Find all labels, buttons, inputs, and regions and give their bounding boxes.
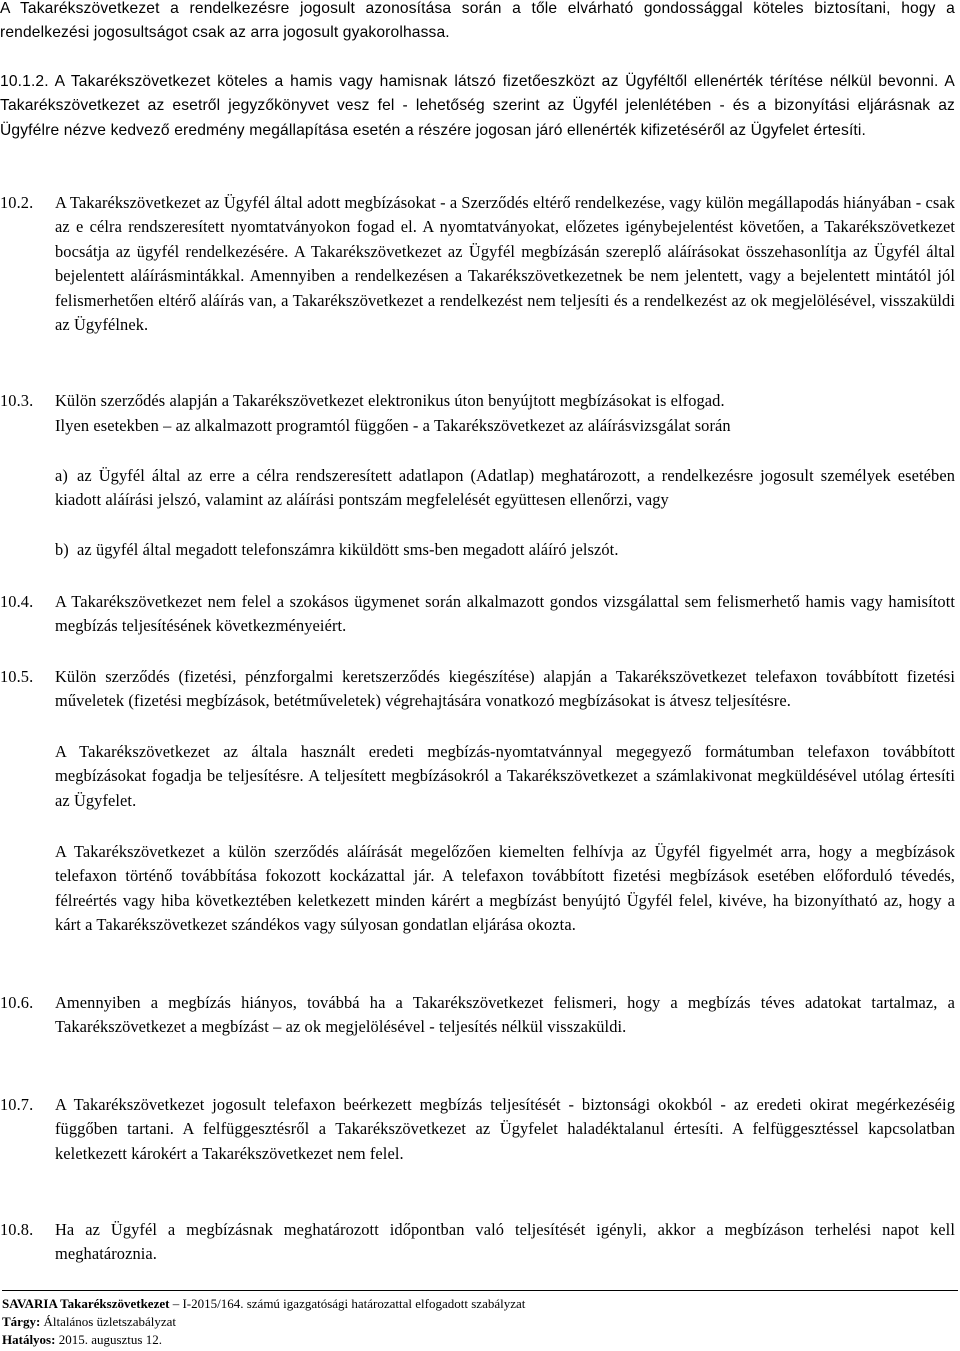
footer-effective-label: Hatályos:	[2, 1332, 56, 1347]
list-item-a-text: az Ügyfél által az erre a célra rendszeresített adatlapon (Adatlap) meghatározott, a rendelkezésre jogosult személyek esetében kiadott aláírási jelszó, valamint az aláírási pontszám megfelelését együttesen ellenőrzi, vagy	[55, 466, 955, 510]
footer-organization	[2, 1295, 958, 1313]
section-number-10-2: 10.2.	[0, 193, 34, 212]
section-number-10-8: 10.8.	[0, 1220, 34, 1239]
section-10-8	[0, 1218, 955, 1267]
section-10-7-text: A Takarékszövetkezet jogosult telefaxon beérkezett megbízás teljesítését - biztonsági okokból - az eredeti okirat megérkezéséig függőben tartani. A felfüggesztésről a Takarékszövetkezet az Ügyfelet haladéktalanul értesíti. A felfüggesztéssel kapcsolatban keletkezett károkért a Takarékszövetkezet nem felel.	[55, 1095, 955, 1163]
section-10-4-text: A Takarékszövetkezet nem felel a szokásos ügymenet során alkalmazott gondos vizsgálattal sem felismerhető hamis vagy hamisított megbízás teljesítésének következményeiért.	[55, 592, 955, 636]
list-item-b	[55, 538, 955, 562]
paragraph-intro-text: A Takarékszövetkezet a rendelkezésre jogosult azonosítása során a tőle elvárható gondossággal köteles biztosítani, hogy a rendelkezési jogosultságot csak az arra jogosult gyakorolhassa.	[0, 0, 955, 42]
section-10-6-text: Amennyiben a megbízás hiányos, továbbá ha a Takarékszövetkezet felismeri, hogy a megbízás téves adatokat tartalmaz, a Takarékszövetkezet a megbízást – az ok megjelölésével - teljesítés nélkül visszaküldi.	[55, 993, 955, 1037]
page-footer	[2, 1290, 958, 1349]
section-10-5-text-c: A Takarékszövetkezet a külön szerződés aláírását megelőzően kiemelten felhívja az Ügyfél figyelmét arra, hogy a megbízások telefaxon történő továbbítása fokozott kockázattal jár. A telefaxon továbbított fizetési megbízások esetében előforduló tévedés, félreértés vagy hiba következtében keletkezett minden kárért a megbízást benyújtó Ügyfél felel, kivéve, ha bizonyítható az, hogy a kárt a Takarékszövetkezet szándékos vagy súlyosan gondatlan eljárása okozta.	[55, 842, 955, 935]
section-10-4	[0, 590, 955, 639]
section-number-10-7: 10.7.	[0, 1095, 34, 1114]
paragraph-10-1-2	[0, 70, 955, 143]
section-10-8-text: Ha az Ügyfél a megbízásnak meghatározott időpontban való teljesítését igényli, akkor a megbízáson terhelési napot kell meghatároznia.	[55, 1220, 955, 1264]
list-item-a	[55, 464, 955, 513]
section-10-3-cont	[55, 414, 955, 438]
section-10-3-text-b: Ilyen esetekben – az alkalmazott programtól függően - a Takarékszövetkezet az aláírásvizsgálat során	[55, 416, 731, 435]
footer-divider	[2, 1290, 958, 1291]
section-10-3-text-a: Külön szerződés alapján a Takarékszövetkezet elektronikus úton benyújtott megbízásokat is elfogad.	[55, 391, 725, 410]
list-item-b-label: b)	[55, 540, 69, 559]
section-10-5-text-b: A Takarékszövetkezet az általa használt eredeti megbízás-nyomtatvánnyal megegyező formátumban telefaxon továbbított megbízásokat fogadja be teljesítésre. A teljesített megbízásokról a Takarékszövetkezet a számlakivonat megküldésével utólag értesíti az Ügyfelet.	[55, 742, 955, 810]
section-10-7	[0, 1093, 955, 1166]
list-item-b-text: az ügyfél által megadott telefonszámra kiküldött sms-ben megadott aláíró jelszót.	[77, 540, 619, 559]
section-10-2-text: A Takarékszövetkezet az Ügyfél által adott megbízásokat - a Szerződés eltérő rendelkezése, vagy külön megállapodás hiányában - csak az e célra rendszeresített nyomtatványokon fogad el. A nyomtatványokat, előzetes igénybejelentést követően, a Takarékszövetkezet bocsátja az ügyfél rendelkezésére. A Takarékszövetkezet az Ügyfél megbízásán szereplő aláírásokat összehasonlítja az Ügyfél által bejelentett aláírásmintákkal. Amennyiben a rendelkezésen a Takarékszövetkezetnek be nem jelentett, vagy a bejelentett mintától jól felismerhetően eltérő aláírás van, a Takarékszövetkezet a rendelkezést nem teljesíti és a rendelkezést az ok megjelölésével, visszaküldi az Ügyfélnek.	[55, 193, 956, 335]
paragraph-intro	[0, 0, 955, 46]
section-number-10-6: 10.6.	[0, 993, 34, 1012]
section-number-10-3: 10.3.	[0, 391, 34, 410]
section-10-5	[0, 665, 955, 714]
footer-org-resolution: – I-2015/164. számú igazgatósági határozattal elfogadott szabályzat	[172, 1296, 526, 1311]
footer-subject-label: Tárgy:	[2, 1314, 41, 1329]
section-10-5-para-c	[55, 840, 955, 938]
section-number-10-5: 10.5.	[0, 667, 34, 686]
footer-effective-value: 2015. augusztus 12.	[55, 1332, 162, 1347]
section-10-6	[0, 991, 955, 1040]
section-10-2	[0, 191, 956, 337]
footer-subject	[2, 1313, 958, 1331]
section-10-5-para-b	[55, 740, 955, 813]
section-number-10-4: 10.4.	[0, 592, 34, 611]
section-10-3	[0, 389, 955, 413]
list-item-a-label: a)	[55, 466, 68, 485]
section-10-5-text-a: Külön szerződés (fizetési, pénzforgalmi keretszerződés kiegészítése) alapján a Takarékszövetkezet telefaxon továbbított fizetési műveletek (fizetési megbízások, betétműveletek) végrehajtására vonatkozó megbízásokat is átvesz teljesítésre.	[55, 667, 955, 711]
footer-org-name: SAVARIA Takarékszövetkezet	[2, 1296, 170, 1311]
paragraph-10-1-2-text: 10.1.2. A Takarékszövetkezet köteles a hamis vagy hamisnak látszó fizetőeszközt az Ügyféltől ellenérték térítése nélkül bevonni. A Takarékszövetkezet az esetről jegyzőkönyvet vesz fel - lehetőség szerint az Ügyfél jelenlétében - és a bizonyítási eljárásnak az Ügyfélre nézve kedvező eredmény megállapítása esetén a részére jogosan járó ellenérték kifizetéséről az Ügyfelet értesíti.	[0, 73, 955, 139]
footer-subject-value: Általános üzletszabályzat	[40, 1314, 177, 1329]
footer-effective-date	[2, 1331, 958, 1349]
